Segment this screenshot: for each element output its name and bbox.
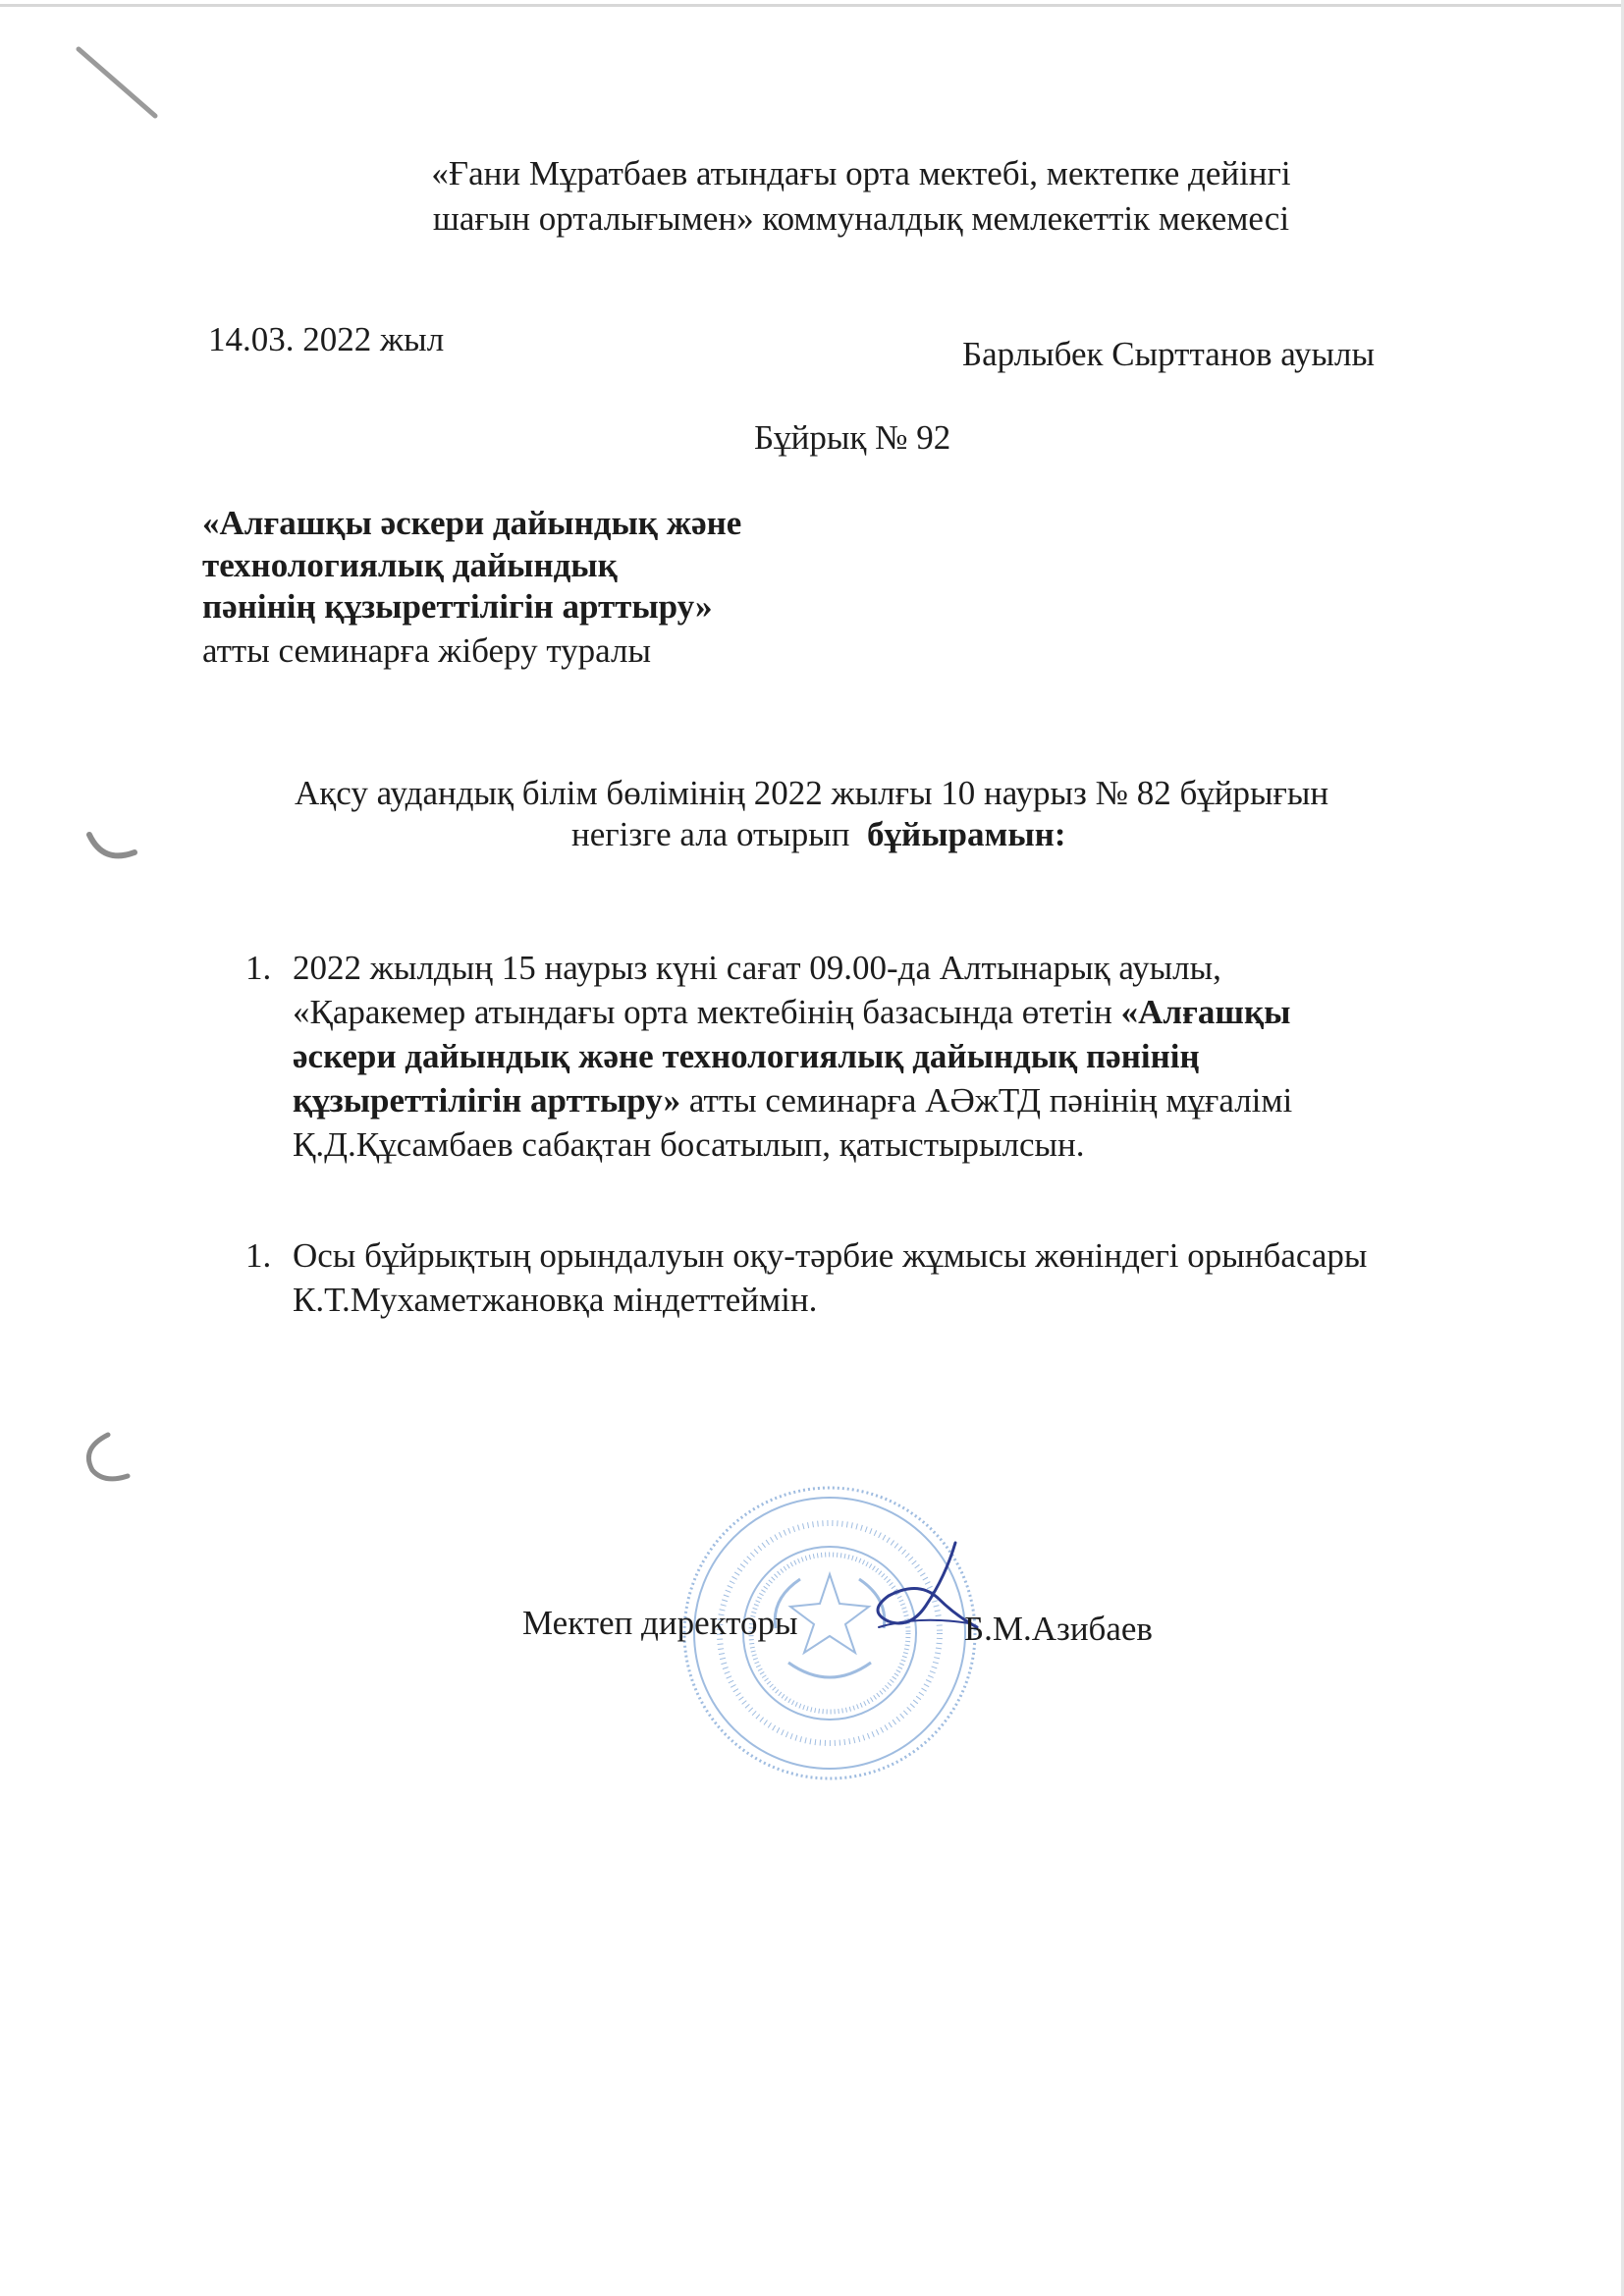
item2-line2: К.Т.Мухаметжановқа міндеттеймін. — [293, 1281, 818, 1319]
punch-hole-mark-lower — [79, 1429, 137, 1488]
item1-line2-bold: «Алғашқы — [1120, 993, 1291, 1031]
subject-line4: атты семинарға жіберу туралы — [202, 631, 651, 670]
preamble-order-word: бұйырамын: — [867, 815, 1066, 853]
scan-pen-mark — [69, 39, 167, 128]
document-date: 14.03. 2022 жыл — [208, 320, 445, 358]
item1-line5: Қ.Д.Құсамбаев сабақтан босатылып, қатыстырылсын. — [293, 1125, 1085, 1164]
subject-line1: «Алғашқы әскери дайындық және — [202, 504, 742, 542]
item1-line4-bold: құзыреттілігін арттыру» — [293, 1081, 681, 1120]
list-item-number: 1. — [245, 949, 272, 987]
item1-line1: 2022 жылдың 15 наурыз күні сағат 09.00-да Алтынарық ауылы, — [293, 949, 1221, 987]
signature-role: Мектеп директоры — [522, 1604, 798, 1642]
org-name-line1: «Ғани Мұратбаев атындағы орта мектебі, мектепке дейінгі — [431, 154, 1291, 192]
item2-line1: Осы бұйрықтың орындалуын оқу-тәрбие жұмысы жөніндегі орынбасары — [293, 1236, 1368, 1275]
list-item-number: 1. — [245, 1236, 272, 1275]
item1-line2 — [293, 990, 1422, 1034]
item1-line4 — [293, 1078, 1422, 1122]
subject-line2: технологиялық дайындық — [202, 546, 618, 584]
order-title: Бұйрық № 92 — [754, 418, 951, 457]
item1-line3: әскери дайындық және технологиялық дайындық пәнінің — [293, 1037, 1200, 1075]
org-name-line2: шағын орталығымен» коммуналдық мемлекеттік мекемесі — [432, 199, 1290, 238]
signature-name: Б.М.Азибаев — [964, 1610, 1153, 1648]
preamble-line1: Ақсу аудандық білім бөлімінің 2022 жылғы 10 наурыз № 82 бұйрығын — [295, 774, 1329, 812]
list-item — [293, 1233, 1510, 1322]
item1-line4-plain: атты семинарға АӘжТД пәнінің мұғалімі — [680, 1081, 1293, 1120]
list-item — [293, 946, 1422, 1167]
scan-border-top — [0, 4, 1624, 7]
document-place: Барлыбек Сырттанов ауылы — [962, 335, 1375, 373]
preamble-line2 — [571, 814, 1066, 855]
subject-line3: пәнінің құзыреттілігін арттыру» — [202, 587, 713, 626]
item1-line2-plain: «Қаракемер атындағы орта мектебінің базасында өтетін — [293, 993, 1121, 1031]
preamble-basis-text: негізге ала отырып — [571, 815, 850, 853]
punch-hole-mark-upper — [83, 825, 142, 874]
